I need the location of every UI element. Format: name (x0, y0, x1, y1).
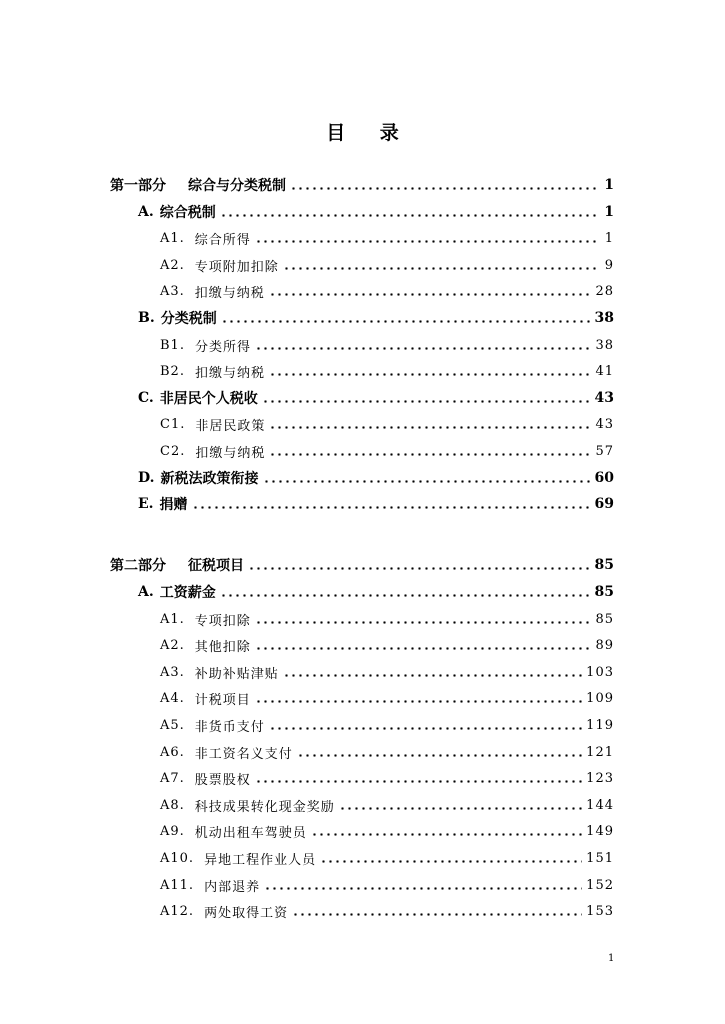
toc-entry[interactable] (138, 467, 614, 489)
dot-leader (255, 687, 582, 709)
toc-entry-page: 38 (595, 337, 614, 353)
toc-entry-label: 科技成果转化现金奖励 (194, 799, 335, 815)
dot-leader (269, 360, 591, 382)
toc-entry[interactable] (160, 661, 614, 683)
toc-entry-code: A10. (160, 850, 195, 866)
toc-entry-page: 89 (595, 637, 614, 653)
toc-entry-code: A12. (160, 903, 195, 919)
toc-entry-page: 57 (595, 443, 614, 459)
dot-leader (292, 900, 582, 922)
toc-entry-code: A. (138, 584, 154, 600)
toc-title: 目 录 (326, 122, 413, 144)
toc-entry-page: 151 (586, 850, 614, 866)
toc-entry-code: A6. (160, 744, 185, 760)
toc-entry[interactable] (160, 608, 614, 630)
dot-leader (283, 254, 600, 276)
dot-leader (290, 174, 600, 196)
toc-entry-code: B2. (160, 363, 185, 379)
dot-leader (262, 387, 591, 409)
toc-entry-label: 非工资名义支付 (194, 746, 293, 762)
toc-entry-label: 两处取得工资 (204, 905, 289, 921)
toc-entry-page: 38 (594, 310, 614, 326)
dot-leader (255, 334, 591, 356)
toc-entry[interactable] (110, 554, 614, 576)
toc-entry-page: 9 (604, 257, 614, 273)
toc-entry[interactable] (160, 687, 614, 709)
page-number: 1 (608, 953, 615, 964)
dot-leader (311, 820, 582, 842)
toc-entry-code: E. (138, 496, 154, 512)
toc-entry[interactable] (160, 254, 614, 276)
toc-entry-code: A3. (160, 283, 185, 299)
toc-entry-code: 第二部分 (110, 558, 166, 574)
toc-entry-page: 123 (586, 770, 614, 786)
toc-entry-code: C. (138, 390, 154, 406)
toc-entry-label: 分类税制 (160, 311, 217, 327)
toc-entry-code: A. (138, 204, 154, 220)
dot-leader (320, 847, 582, 869)
dot-leader (220, 201, 600, 223)
toc-entry-label: 扣缴与纳税 (194, 365, 265, 381)
toc-entry-label: 计税项目 (194, 692, 251, 708)
toc-entry-label: 捐赠 (159, 497, 188, 513)
toc-entry-page: 43 (594, 390, 614, 406)
toc-entry[interactable] (160, 874, 614, 896)
toc-entry[interactable] (138, 493, 614, 515)
toc-entry-page: 85 (595, 611, 614, 627)
toc-entry-code: A8. (160, 797, 185, 813)
toc-entry[interactable] (160, 847, 614, 869)
toc-entry-label: 股票股权 (194, 772, 251, 788)
dot-leader (339, 794, 582, 816)
dot-leader (255, 227, 600, 249)
toc-entry-code: A2. (160, 257, 185, 273)
toc-entry-code: B1. (160, 337, 185, 353)
toc-entry[interactable] (160, 360, 614, 382)
toc-entry-label: 扣缴与纳税 (195, 445, 266, 461)
toc-entry[interactable] (160, 440, 614, 462)
toc-entry-page: 121 (586, 744, 614, 760)
toc-entry[interactable] (160, 714, 614, 736)
dot-leader (220, 581, 591, 603)
toc-entry-label: 综合与分类税制 (188, 178, 286, 194)
toc-entry-code: A1. (160, 230, 185, 246)
toc-entry-page: 85 (594, 584, 614, 600)
toc-entry-page: 119 (586, 717, 614, 733)
dot-leader (248, 554, 591, 576)
dot-leader (297, 741, 582, 763)
dot-leader (269, 280, 592, 302)
toc-entry-page: 1 (604, 230, 614, 246)
toc-entry-code: A2. (160, 637, 185, 653)
toc-entry-label: 分类所得 (194, 339, 251, 355)
dot-leader (264, 874, 582, 896)
toc-entry-page: 103 (586, 664, 614, 680)
toc-entry-code: A3. (160, 664, 185, 680)
toc-entry-code: 第一部分 (110, 178, 166, 194)
toc-entry-label: 综合税制 (159, 205, 216, 221)
toc-entry-code: D. (138, 470, 155, 486)
toc-entry-page: 1 (604, 204, 614, 220)
toc-entry-label: 扣缴与纳税 (194, 285, 265, 301)
toc-entry[interactable] (160, 280, 614, 302)
dot-leader (255, 634, 592, 656)
toc-entry-page: 60 (594, 470, 614, 486)
dot-leader (255, 608, 592, 630)
toc-entry-page: 85 (594, 557, 614, 573)
toc-entry[interactable] (160, 741, 614, 763)
toc-entry-code: A7. (160, 770, 185, 786)
dot-leader (283, 661, 582, 683)
toc-entry[interactable] (160, 227, 614, 249)
toc-entry-label: 机动出租车驾驶员 (194, 825, 307, 841)
toc-entry-page: 1 (604, 177, 614, 193)
dot-leader (263, 467, 591, 489)
toc-entry[interactable] (138, 201, 614, 223)
toc-entry-page: 43 (595, 416, 614, 432)
toc-entry[interactable] (138, 307, 614, 329)
toc-entry[interactable] (160, 794, 614, 816)
toc-entry[interactable] (160, 900, 614, 922)
toc-entry-label: 补助补贴津贴 (194, 666, 279, 682)
toc-entry[interactable] (160, 634, 614, 656)
toc-entry-label: 工资薪金 (159, 585, 216, 601)
dot-leader (269, 413, 591, 435)
toc-entry-code: A11. (160, 877, 195, 893)
toc-entry-label: 内部退养 (204, 879, 261, 895)
toc-entry-label: 非货币支付 (194, 719, 265, 735)
toc-entry[interactable] (160, 767, 614, 789)
dot-leader (221, 307, 591, 329)
dot-leader (269, 440, 591, 462)
toc-entry[interactable] (138, 581, 614, 603)
dot-leader (269, 714, 582, 736)
toc-entry-page: 144 (586, 797, 614, 813)
toc-entry-code: A9. (160, 823, 185, 839)
toc-entry-code: A5. (160, 717, 185, 733)
toc-entry-page: 109 (586, 690, 614, 706)
toc-entry-label: 专项扣除 (194, 613, 251, 629)
toc-entry-code: C1. (160, 416, 186, 432)
toc-entry-label: 征税项目 (188, 558, 244, 574)
toc-entry-page: 41 (595, 363, 614, 379)
toc-entry-code: C2. (160, 443, 186, 459)
toc-entry-code: B. (138, 310, 155, 326)
toc-entry-page: 153 (586, 903, 614, 919)
toc-entry-page: 69 (594, 496, 614, 512)
toc-entry-label: 异地工程作业人员 (204, 852, 317, 868)
toc-entry-label: 新税法政策衔接 (160, 471, 259, 487)
dot-leader (255, 767, 582, 789)
toc-entry-label: 非居民政策 (195, 418, 266, 434)
toc-entry-code: A1. (160, 611, 185, 627)
toc-entry[interactable] (160, 413, 614, 435)
toc-entry-label: 专项附加扣除 (194, 259, 279, 275)
toc-entry-page: 149 (586, 823, 614, 839)
toc-entry[interactable] (138, 387, 614, 409)
toc-entry[interactable] (160, 334, 614, 356)
toc-entry[interactable] (160, 820, 614, 842)
toc-entry-label: 其他扣除 (194, 639, 251, 655)
toc-entry-code: A4. (160, 690, 185, 706)
toc-entry-label: 非居民个人税收 (159, 391, 258, 407)
toc-entry[interactable] (110, 174, 614, 196)
dot-leader (192, 493, 591, 515)
toc-entry-page: 152 (586, 877, 614, 893)
toc-entry-label: 综合所得 (194, 232, 251, 248)
toc-entry-page: 28 (595, 283, 614, 299)
